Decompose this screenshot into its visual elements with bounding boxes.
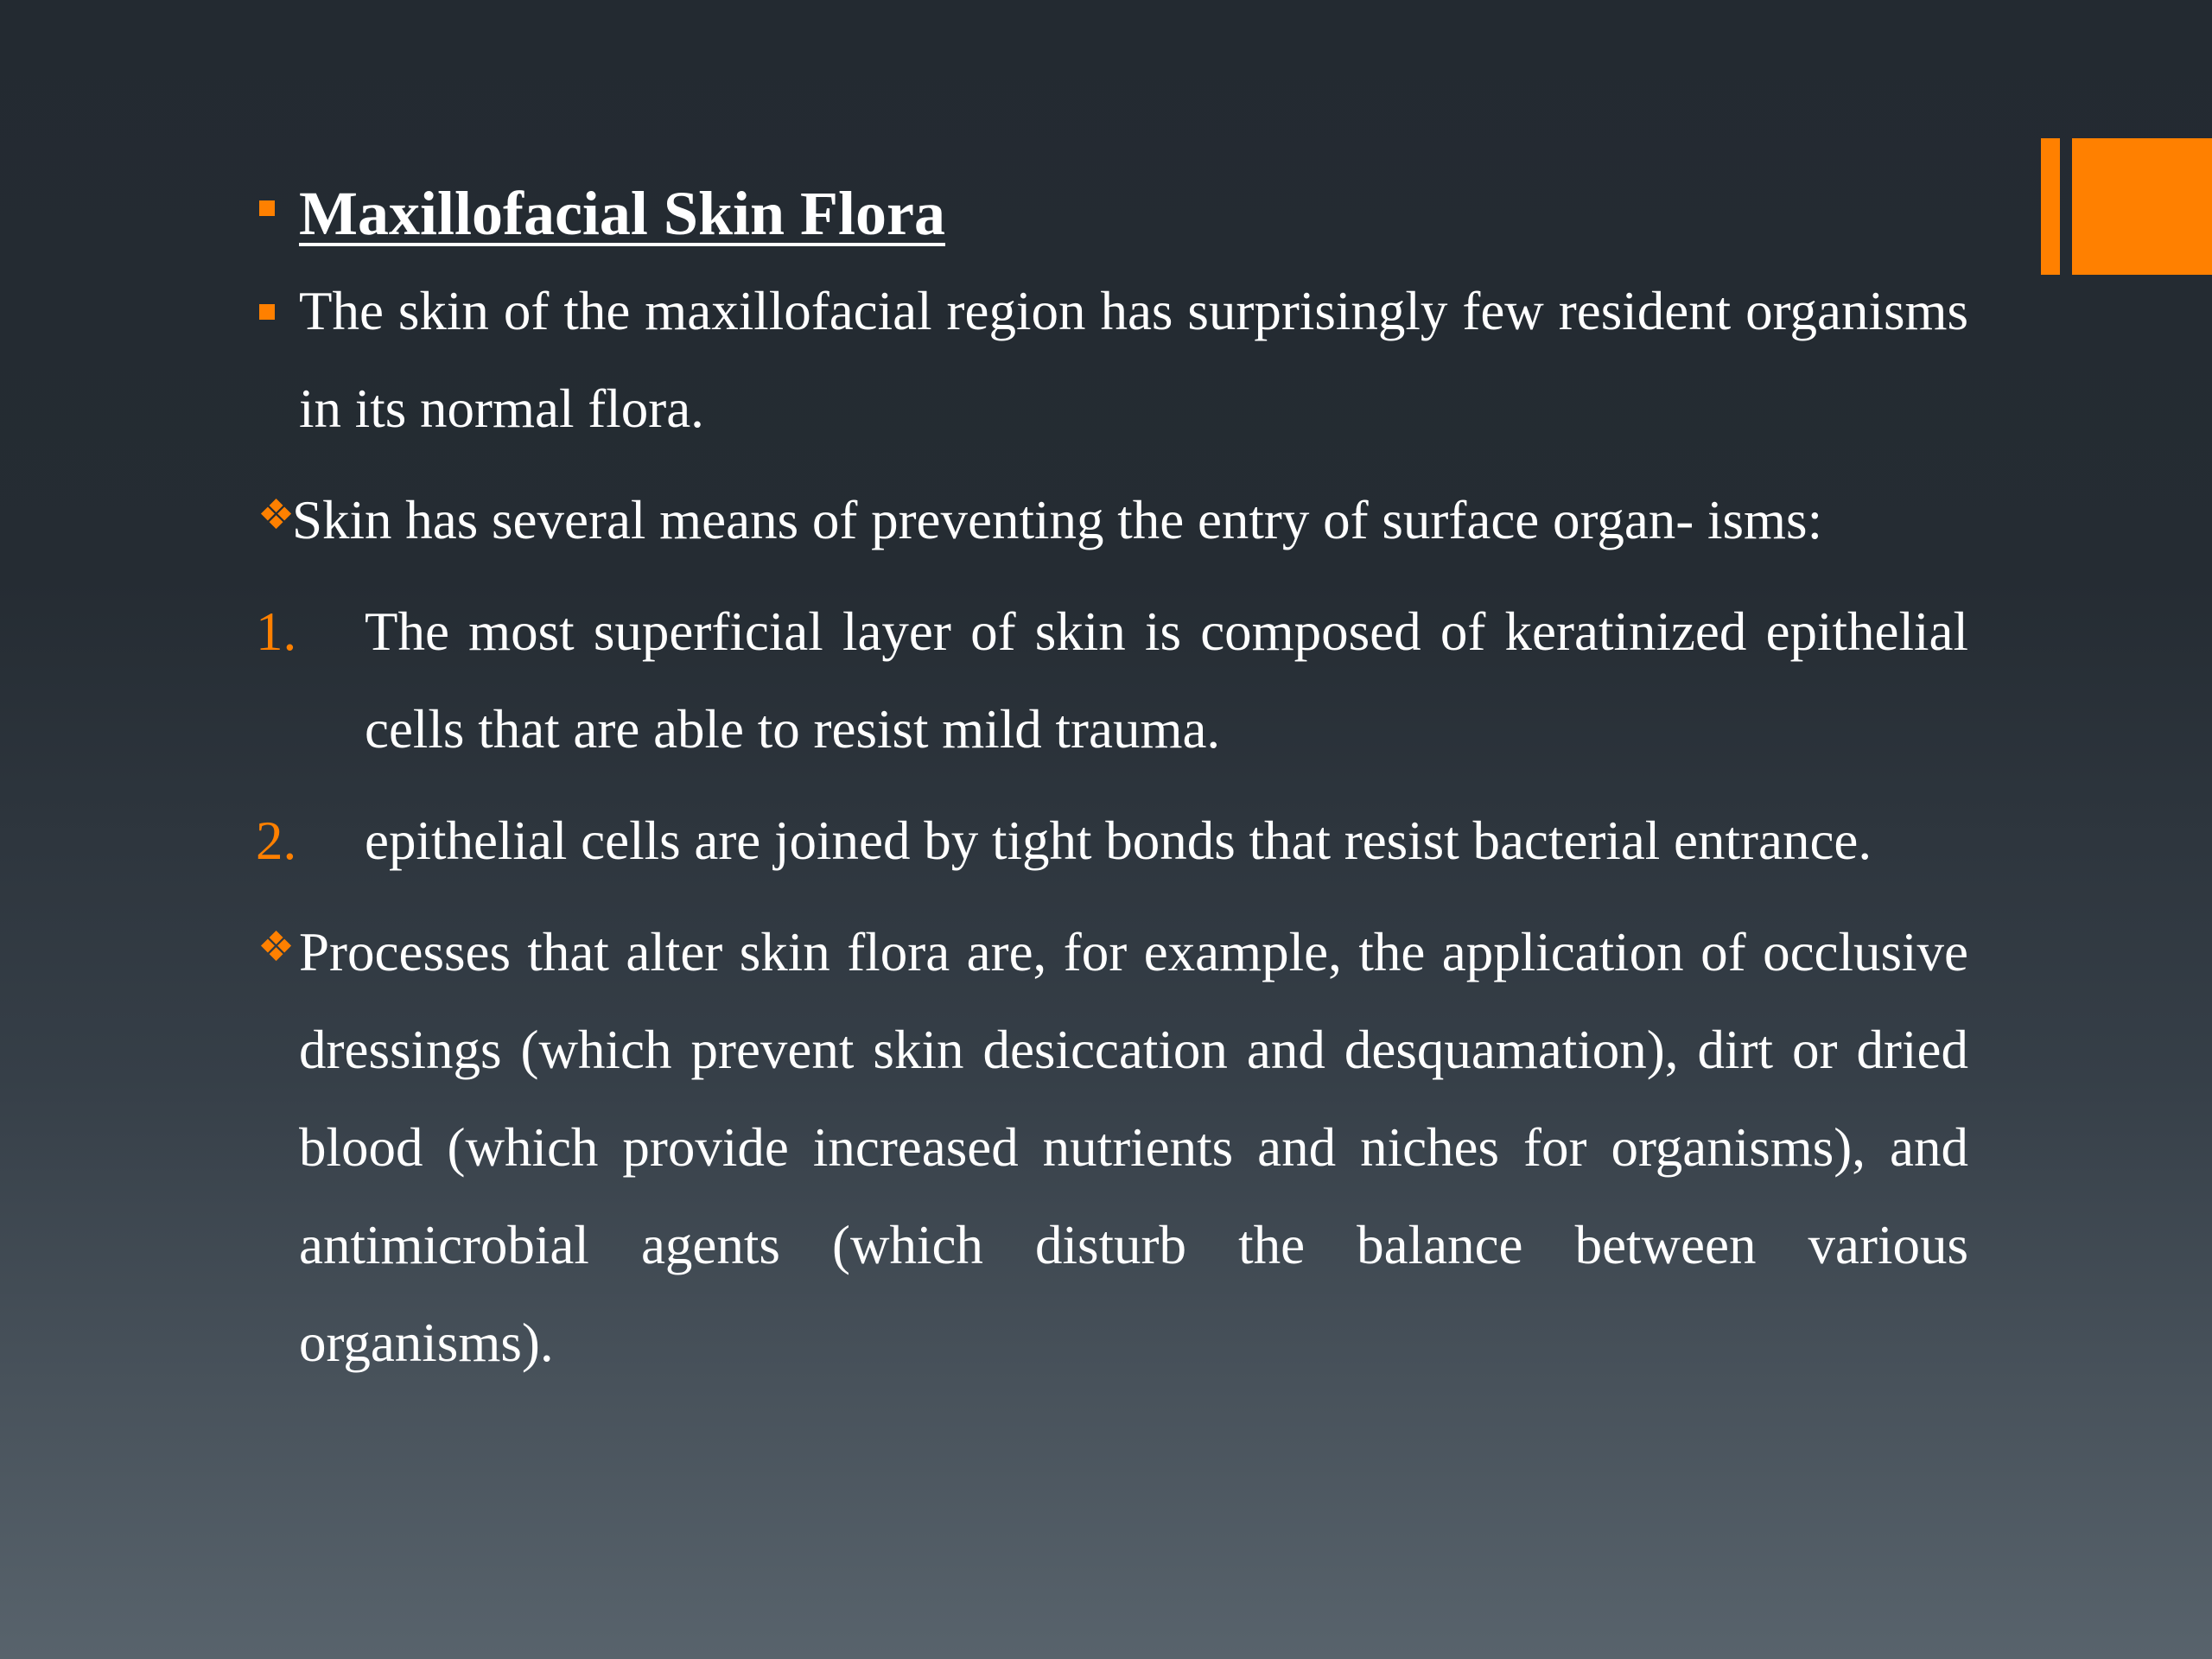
numbered-item: [256, 792, 1968, 890]
diamond-bullet-icon: ❖: [257, 923, 296, 971]
bullet-item: [256, 472, 1968, 569]
square-bullet-icon: [259, 304, 275, 320]
bullet-text: [299, 904, 1968, 1392]
bullet-lead-text: Processes that alter skin flora are, for example, the application of occlusive dressings (which prevent skin desiccation and desquamation), dirt or dried blood (which provide increased nutrients and niches for organisms), and antimicrobial agents (which disturb the balance between various organisms).: [299, 922, 1968, 1373]
square-bullet-icon: [259, 200, 275, 216]
bullet-item: [256, 904, 1968, 1392]
bullet-text: [292, 472, 1968, 569]
accent-bar-thin: [2041, 138, 2060, 275]
bullet-lead-text: Skin has several means of preventing the entry of surface organ- isms:: [292, 490, 1823, 550]
list-number: 1.: [256, 601, 297, 662]
accent-bar-wide: [2072, 138, 2212, 275]
diamond-bullet-icon: ❖: [257, 491, 296, 539]
slide-title-item: [256, 164, 1968, 263]
numbered-item: [256, 583, 1968, 779]
numbered-item-text: The most superficial layer of skin is composed of keratinized epithelial cells that are able to resist mild trauma.: [365, 601, 1968, 760]
slide-title: Maxillofacial Skin Flora: [299, 179, 945, 248]
numbered-item-text: epithelial cells are joined by tight bonds that resist bacterial entrance.: [365, 810, 1872, 871]
slide-content: [256, 164, 1968, 1392]
list-number: 2.: [256, 810, 297, 871]
bullet-text: The skin of the maxillofacial region has surprisingly few resident organisms in its normal flora.: [299, 281, 1968, 439]
bullet-item: [256, 263, 1968, 458]
